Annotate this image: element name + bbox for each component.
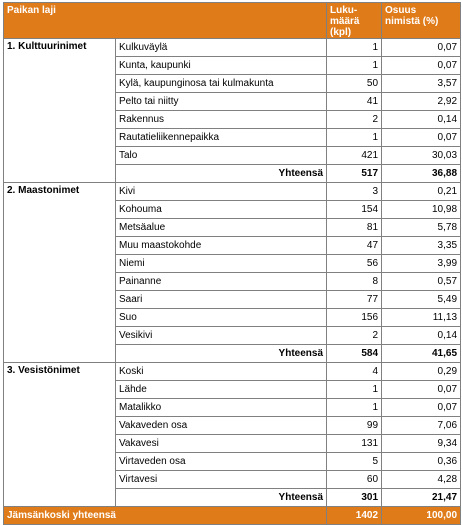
row-label: Kunta, kaupunki (116, 57, 327, 75)
row-count: 2 (327, 111, 382, 129)
row-count: 421 (327, 147, 382, 165)
group-total-label: Yhteensä (116, 345, 327, 363)
row-count: 1 (327, 39, 382, 57)
row-label: Matalikko (116, 399, 327, 417)
row-share: 5,49 (382, 291, 461, 309)
grand-total-row (4, 507, 461, 525)
row-label: Muu maastokohde (116, 237, 327, 255)
row-share: 30,03 (382, 147, 461, 165)
row-count: 56 (327, 255, 382, 273)
table-row (4, 363, 461, 381)
row-count: 99 (327, 417, 382, 435)
row-count: 1 (327, 399, 382, 417)
table-row (4, 183, 461, 201)
row-count: 156 (327, 309, 382, 327)
group-name: 3. Vesistönimet (4, 363, 116, 507)
row-count: 60 (327, 471, 382, 489)
row-label: Koski (116, 363, 327, 381)
row-count: 1 (327, 57, 382, 75)
row-count: 4 (327, 363, 382, 381)
place-names-table (3, 2, 461, 525)
row-label: Rakennus (116, 111, 327, 129)
row-share: 4,28 (382, 471, 461, 489)
row-count: 131 (327, 435, 382, 453)
row-share: 3,35 (382, 237, 461, 255)
group-total-label: Yhteensä (116, 489, 327, 507)
header-count (327, 3, 382, 39)
row-share: 0,36 (382, 453, 461, 471)
row-share: 0,07 (382, 39, 461, 57)
row-count: 50 (327, 75, 382, 93)
row-count: 47 (327, 237, 382, 255)
group-total-count: 517 (327, 165, 382, 183)
row-count: 3 (327, 183, 382, 201)
row-label: Kulkuväylä (116, 39, 327, 57)
row-share: 11,13 (382, 309, 461, 327)
row-share: 9,34 (382, 435, 461, 453)
row-label: Kivi (116, 183, 327, 201)
group-total-share: 36,88 (382, 165, 461, 183)
row-count: 1 (327, 381, 382, 399)
row-share: 5,78 (382, 219, 461, 237)
row-count: 8 (327, 273, 382, 291)
row-label: Kohouma (116, 201, 327, 219)
group-total-label: Yhteensä (116, 165, 327, 183)
row-share: 3,57 (382, 75, 461, 93)
row-share: 7,06 (382, 417, 461, 435)
row-share: 2,92 (382, 93, 461, 111)
row-label: Kylä, kaupunginosa tai kulmakunta (116, 75, 327, 93)
group-name: 2. Maastonimet (4, 183, 116, 363)
table-row (4, 39, 461, 57)
grand-total-count: 1402 (327, 507, 382, 525)
header-share (382, 3, 461, 39)
row-label: Vesikivi (116, 327, 327, 345)
row-count: 5 (327, 453, 382, 471)
row-count: 77 (327, 291, 382, 309)
row-label: Niemi (116, 255, 327, 273)
grand-total-label: Jämsänkoski yhteensä (4, 507, 327, 525)
table-header-row (4, 3, 461, 39)
row-label: Painanne (116, 273, 327, 291)
row-share: 0,07 (382, 57, 461, 75)
header-place-type: Paikan laji (4, 3, 327, 39)
group-total-count: 301 (327, 489, 382, 507)
row-share: 0,21 (382, 183, 461, 201)
row-label: Saari (116, 291, 327, 309)
row-count: 41 (327, 93, 382, 111)
row-share: 0,07 (382, 381, 461, 399)
header-share-label: Osuus nimistä (%) (385, 5, 439, 27)
row-share: 10,98 (382, 201, 461, 219)
row-label: Talo (116, 147, 327, 165)
group-total-share: 41,65 (382, 345, 461, 363)
row-label: Vakavesi (116, 435, 327, 453)
row-share: 0,07 (382, 399, 461, 417)
row-label: Pelto tai niitty (116, 93, 327, 111)
group-total-count: 584 (327, 345, 382, 363)
table-body (4, 39, 461, 507)
row-share: 0,57 (382, 273, 461, 291)
row-label: Vakaveden osa (116, 417, 327, 435)
row-label: Rautatieliikennepaikka (116, 129, 327, 147)
row-count: 2 (327, 327, 382, 345)
header-count-label: Luku- määrä (kpl) (330, 5, 360, 38)
row-share: 0,29 (382, 363, 461, 381)
row-share: 0,07 (382, 129, 461, 147)
row-count: 81 (327, 219, 382, 237)
row-label: Virtavesi (116, 471, 327, 489)
group-name: 1. Kulttuurinimet (4, 39, 116, 183)
row-share: 0,14 (382, 111, 461, 129)
row-share: 3,99 (382, 255, 461, 273)
row-label: Virtaveden osa (116, 453, 327, 471)
row-label: Lähde (116, 381, 327, 399)
group-total-share: 21,47 (382, 489, 461, 507)
row-count: 1 (327, 129, 382, 147)
row-label: Suo (116, 309, 327, 327)
row-share: 0,14 (382, 327, 461, 345)
row-label: Metsäalue (116, 219, 327, 237)
grand-total-share: 100,00 (382, 507, 461, 525)
row-count: 154 (327, 201, 382, 219)
